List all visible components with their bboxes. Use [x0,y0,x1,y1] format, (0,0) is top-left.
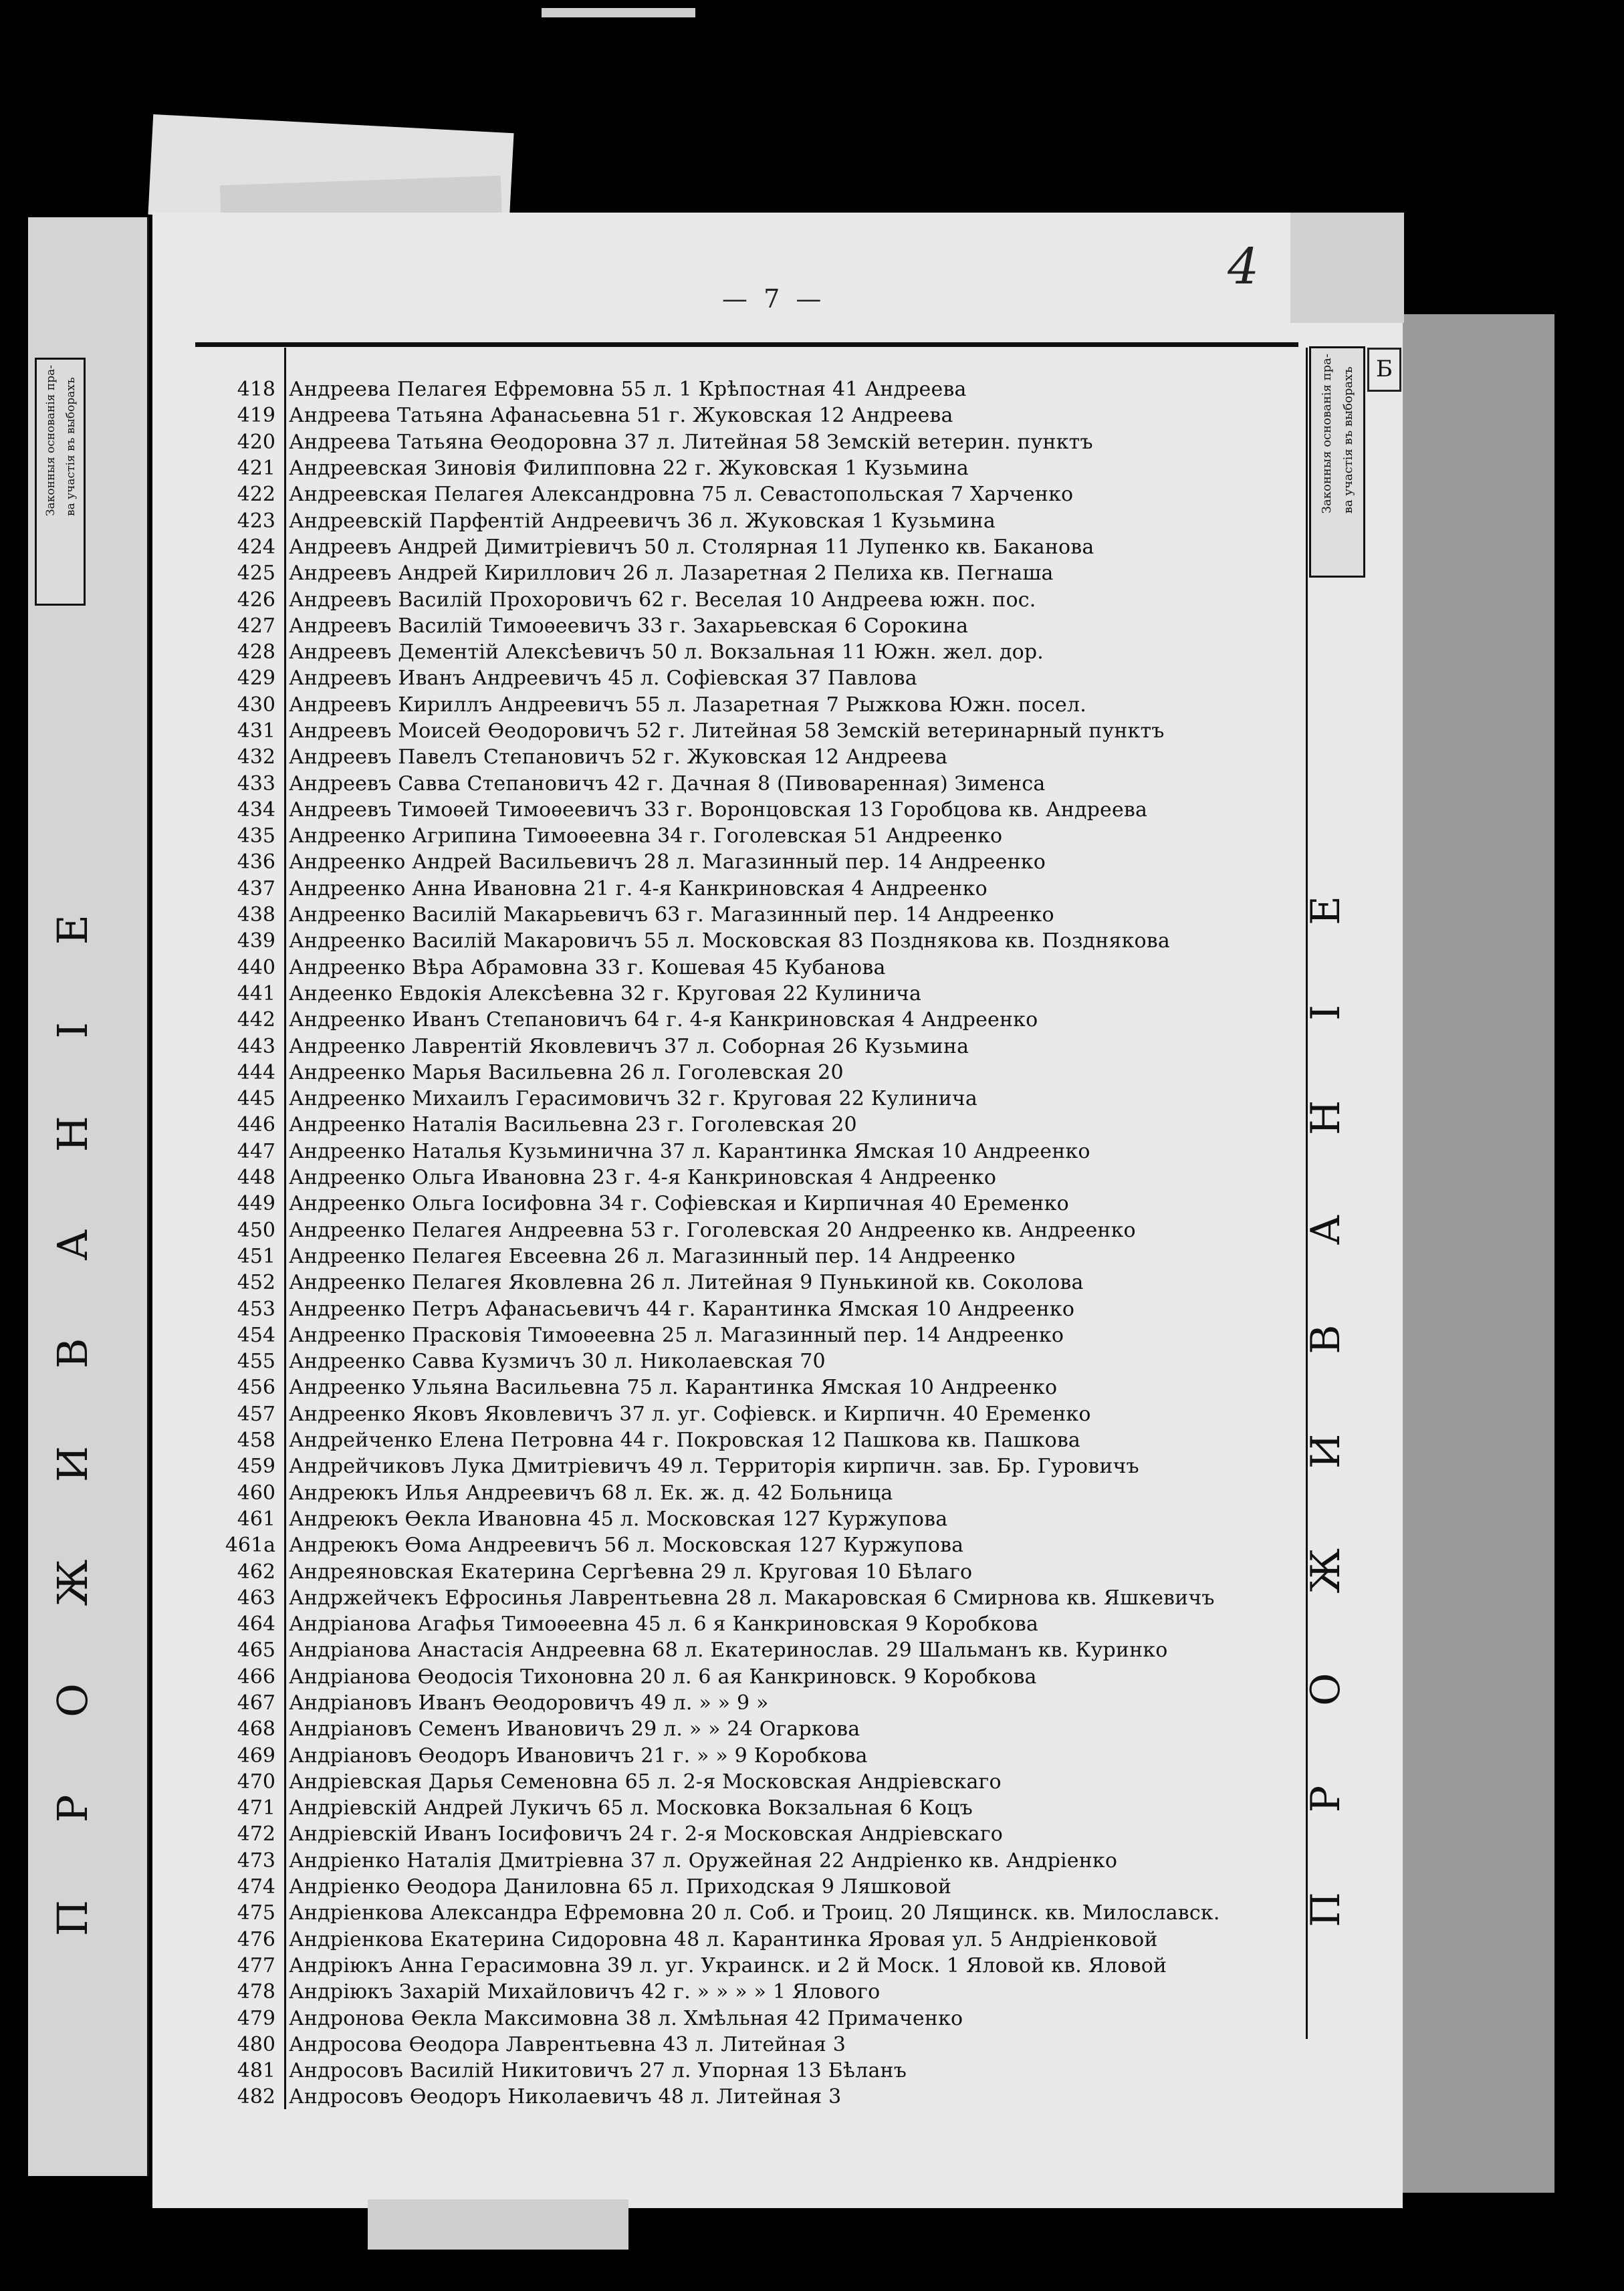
list-item [201,429,1304,455]
entry-text: Андреенко Ольга Іосифовна 34 г. Софіевская и Кирпичная 40 Еременко [289,1192,1069,1216]
entry-text: Андріевская Дарья Семеновна 65 л. 2-я Московская Андріевскаго [289,1770,1002,1794]
list-item [201,902,1304,928]
entry-text: Андреенко Агрипина Тимоѳеевна 34 г. Гоголевская 51 Андреенко [289,824,1003,848]
entry-number: 479 [237,2006,275,2030]
folded-corner [1290,213,1404,323]
entry-text: Андреевъ Кириллъ Андреевичъ 55 л. Лазаретная 7 Рыжкова Южн. посел. [289,693,1086,717]
entry-text: Андреенко Прасковія Тимоѳеевна 25 л. Магазинный пер. 14 Андреенко [289,1323,1064,1347]
list-item [201,1086,1304,1112]
entry-text: Андреевъ Дементій Алексѣевичъ 50 л. Вокзальная 11 Южн. жел. дор. [289,640,1044,665]
entry-number: 482 [237,2085,275,2109]
entry-number: 437 [237,876,275,900]
left-side-caption-box [35,358,86,606]
list-item [201,1637,1304,1663]
list-item [201,849,1304,875]
list-item [201,586,1304,612]
entry-number: 420 [237,430,275,454]
list-item [201,613,1304,639]
entry-number: 451 [237,1244,275,1268]
entry-text: Андреенко Савва Кузмичъ 30 л. Николаевская 70 [289,1350,826,1374]
entry-text: Андріенко Ѳеодора Даниловна 65 л. Приходская 9 Ляшковой [289,1875,952,1899]
entry-number: 459 [237,1455,275,1479]
list-item [201,1848,1304,1874]
list-item [201,876,1304,902]
list-item [201,797,1304,823]
entry-text: Андреенко Пелагея Яковлевна 26 л. Литейная 9 Пунькиной кв. Соколова [289,1271,1084,1295]
entry-number: 467 [237,1691,275,1715]
entry-number: 424 [237,535,275,559]
list-item [201,507,1304,533]
right-caption-line-1: Законныя основанія пра- [1320,354,1334,514]
entry-number: 419 [237,404,275,428]
list-item [201,1532,1304,1558]
entry-text: Андріенкова Александра Ефремовна 20 л. Соб. и Троиц. 20 Лящинск. кв. Милославск. [289,1901,1220,1925]
entry-text: Андреевская Пелагея Александровна 75 л. Севастопольская 7 Харченко [289,483,1074,507]
entry-text: Андреенко Наталія Васильевна 23 г. Гоголевская 20 [289,1113,857,1137]
list-item [201,981,1304,1007]
entry-number: 454 [237,1323,275,1347]
entry-number: 470 [237,1770,275,1794]
entry-number: 481 [237,2059,275,2083]
entry-number: 475 [237,1901,275,1925]
list-item [201,692,1304,718]
entry-text: Андреяновская Екатерина Сергѣевна 29 л. Круговая 10 Бѣлаго [289,1560,973,1584]
entry-number: 456 [237,1376,275,1400]
list-item [201,744,1304,770]
entry-number: 438 [237,903,275,927]
list-item [201,1506,1304,1532]
entry-text: Андреенко Пелагея Евсеевна 26 л. Магазинный пер. 14 Андреенко [289,1244,1016,1268]
entry-number: 452 [237,1271,275,1295]
list-item [201,1874,1304,1900]
entry-number: 477 [237,1953,275,1977]
entry-text: Андреевъ Савва Степановичъ 42 г. Дачная 8 (Пивоваренная) Зименса [289,771,1046,796]
entry-text: Андреевъ Моисей Ѳеодоровичъ 52 г. Литейная 58 Земскій ветеринарный пунктъ [289,719,1165,743]
entry-text: Андржейчекъ Ефросинья Лаврентьевна 28 л. Макаровская 6 Смирнова кв. Яшкевичъ [289,1586,1215,1610]
list-item [201,1690,1304,1716]
entry-text: Андреенко Василій Макарьевичъ 63 г. Магазинный пер. 14 Андреенко [289,903,1054,927]
entry-text: Андреенко Ульяна Васильевна 75 л. Карантинка Ямская 10 Андреенко [289,1376,1058,1400]
entry-text: Андреевъ Иванъ Андреевичъ 45 л. Софіевская 37 Павлова [289,667,917,691]
right-side-caption [1316,354,1359,513]
list-item [201,1611,1304,1637]
list-item [201,1243,1304,1270]
list-item [201,1138,1304,1165]
entry-text: Андреенко Ольга Ивановна 23 г. 4-я Канкриновская 4 Андреенко [289,1166,997,1190]
list-item [201,770,1304,796]
list-item [201,1479,1304,1505]
list-item [201,955,1304,981]
entry-number: 464 [237,1612,275,1637]
entry-number: 434 [237,798,275,822]
list-item [201,1900,1304,1926]
entry-number: 431 [237,719,275,743]
entry-number: 463 [237,1586,275,1610]
entry-text: Андросовъ Ѳеодоръ Николаевичъ 48 л. Литейная 3 [289,2085,842,2109]
entry-number: 436 [237,850,275,874]
list-item [201,1585,1304,1611]
entry-text: Андреенко Пелагея Андреевна 53 г. Гоголевская 20 Андреенко кв. Андреенко [289,1218,1136,1242]
entry-number: 425 [237,562,275,586]
list-item [201,455,1304,481]
list-item [201,1296,1304,1322]
list-item [201,718,1304,744]
entry-number: 455 [237,1350,275,1374]
entry-number: 428 [237,640,275,665]
list-item [201,376,1304,402]
list-item [201,1112,1304,1138]
entry-text: Андреева Татьяна Афанасьевна 51 г. Жуковская 12 Андреева [289,404,953,428]
entry-text: Андріанова Ѳеодосія Тихоновна 20 л. 6 ая Канкриновск. 9 Коробкова [289,1665,1037,1689]
entry-number: 460 [237,1481,275,1505]
entry-text: Андреенко Михаилъ Герасимовичъ 32 г. Круговая 22 Кулинича [289,1087,978,1111]
entry-number: 474 [237,1875,275,1899]
entry-text: Андреенко Яковъ Яковлевичъ 37 л. уг. Софіевск. и Кирпичн. 40 Еременко [289,1402,1091,1426]
entry-text: Андреева Пелагея Ефремовна 55 л. 1 Крѣпостная 41 Андреева [289,378,967,402]
header-rule [195,342,1298,347]
list-item [201,560,1304,586]
entry-text: Андреевъ Тимоѳей Тимоѳеевичъ 33 г. Воронцовская 13 Горобцова кв. Андреева [289,798,1148,822]
bottom-paper-scrap [368,2199,628,2250]
left-side-caption [41,365,81,516]
entry-text: Андріановъ Ѳеодоръ Ивановичъ 21 г. » » 9 Коробкова [289,1743,868,1768]
entry-text: Андріанова Анастасія Андреевна 68 л. Екатеринослав. 29 Шальманъ кв. Куринко [289,1639,1168,1663]
entry-text: Андреенко Вѣра Абрамовна 33 г. Кошевая 45 Кубанова [289,955,886,979]
entry-number: 473 [237,1848,275,1873]
list-item [201,1795,1304,1821]
list-item [201,1821,1304,1847]
entry-number: 439 [237,929,275,953]
entry-number: 468 [237,1717,275,1741]
entry-text: Андреенко Лаврентій Яковлевичъ 37 л. Соборная 26 Кузьмина [289,1034,969,1058]
entry-number: 466 [237,1665,275,1689]
entry-number: 453 [237,1297,275,1321]
entry-text: Андеенко Евдокія Алексѣевна 32 г. Круговая 22 Кулинича [289,981,922,1005]
entry-number: 435 [237,824,275,848]
entry-number: 458 [237,1429,275,1453]
entry-number: 447 [237,1139,275,1163]
list-item [201,1664,1304,1690]
entry-number: 471 [237,1796,275,1820]
entry-text: Андріановъ Иванъ Ѳеодоровичъ 49 л. » » 9 » [289,1691,769,1715]
entry-text: Андреюкъ Ѳекла Ивановна 45 л. Московская 127 Куржупова [289,1507,948,1531]
entry-number: 478 [237,1980,275,2004]
entry-text: Андріевскій Иванъ Іосифовичъ 24 г. 2-я Московская Андріевскаго [289,1822,1004,1846]
entry-number: 430 [237,693,275,717]
left-vertical-title: П Р О Ж И В А Н І Е [48,882,97,1937]
list-item [201,1558,1304,1584]
entry-text: Андросова Ѳеодора Лаврентьевна 43 л. Литейная 3 [289,2032,846,2056]
entry-text: Андріенкова Екатерина Сидоровна 48 л. Карантинка Яровая ул. 5 Андріенковой [289,1927,1158,1951]
list-item [201,823,1304,849]
entry-text: Андреева Татьяна Ѳеодоровна 37 л. Литейная 58 Земскій ветерин. пунктъ [289,430,1093,454]
list-item [201,1060,1304,1086]
entry-text: Андрейчиковъ Лука Дмитріевичъ 49 л. Территорія кирпичн. зав. Бр. Гуровичъ [289,1455,1139,1479]
entry-number: 441 [237,981,275,1005]
entry-text: Андреевъ Василій Прохоровичъ 62 г. Веселая 10 Андреева южн. пос. [289,588,1036,612]
entry-number: 449 [237,1192,275,1216]
list-item [201,928,1304,954]
entry-text: Андреенко Наталья Кузьминична 37 л. Карантинка Ямская 10 Андреенко [289,1139,1090,1163]
list-item [201,2084,1304,2110]
entry-text: Андріюкъ Захарій Михайловичъ 42 г. » » » » 1 Ялового [289,1980,881,2004]
entry-number: 469 [237,1743,275,1768]
entry-number: 444 [237,1060,275,1084]
entry-text: Андреевская Зиновія Филипповна 22 г. Жуковская 1 Кузьмина [289,457,969,481]
entry-text: Андріановъ Семенъ Ивановичъ 29 л. » » 24 Огаркова [289,1717,860,1741]
entry-text: Андреевъ Андрей Кириллович 26 л. Лазаретная 2 Пелиха кв. Пегнаша [289,562,1054,586]
list-item [201,1270,1304,1296]
list-item [201,1374,1304,1401]
list-item [201,1453,1304,1479]
right-vertical-title: П Р О Ж И В А Н І Е [1302,862,1349,1927]
entry-text: Андрейченко Елена Петровна 44 г. Покровская 12 Пашкова кв. Пашкова [289,1429,1081,1453]
list-item [201,1007,1304,1033]
list-item [201,2032,1304,2058]
entry-text: Андреенко Петръ Афанасьевичъ 44 г. Карантинка Ямская 10 Андреенко [289,1297,1075,1321]
page-number: — 7 — [722,284,826,314]
entry-number: 433 [237,771,275,796]
entry-text: Андреюкъ Илья Андреевичъ 68 л. Ек. ж. д. 42 Больница [289,1481,893,1505]
list-item [201,1322,1304,1348]
list-item [201,639,1304,665]
entry-text: Андріевскій Андрей Лукичъ 65 л. Московка Вокзальная 6 Коцъ [289,1796,973,1820]
list-item [201,402,1304,429]
entry-number: 450 [237,1218,275,1242]
handwritten-number: 4 [1228,238,1260,295]
entry-number: 442 [237,1008,275,1032]
entry-number: 448 [237,1166,275,1190]
entry-number: 480 [237,2032,275,2056]
list-item [201,534,1304,560]
resident-list [201,376,1304,2111]
entry-text: Андронова Ѳекла Максимовна 38 л. Хмѣльная 42 Примаченко [289,2006,963,2030]
list-item [201,2005,1304,2031]
entry-text: Андреенко Иванъ Степановичъ 64 г. 4-я Канкриновская 4 Андреенко [289,1008,1038,1032]
entry-text: Андреевскій Парфентій Андреевичъ 36 л. Жуковская 1 Кузьмина [289,509,996,533]
list-item [201,1769,1304,1795]
entry-number: 429 [237,667,275,691]
left-caption-line-1: Законныя основанія пра- [44,365,57,516]
entry-text: Андреенко Марья Васильевна 26 л. Гоголевская 20 [289,1060,844,1084]
list-item [201,1927,1304,1953]
entry-number: 476 [237,1927,275,1951]
entry-number: 418 [237,378,275,402]
list-item [201,1191,1304,1217]
list-item [201,665,1304,691]
entry-number: 422 [237,483,275,507]
entry-number: 472 [237,1822,275,1846]
entry-text: Андріенко Наталія Дмитріевна 37 л. Оружейная 22 Андріенко кв. Андріенко [289,1848,1118,1873]
entry-number: 461а [225,1534,275,1558]
entry-number: 462 [237,1560,275,1584]
list-item [201,1742,1304,1768]
list-item [201,1427,1304,1453]
entry-number: 421 [237,457,275,481]
top-edge-fragment [542,8,695,17]
entry-text: Андреенко Андрей Васильевичъ 28 л. Магазинный пер. 14 Андреенко [289,850,1046,874]
list-item [201,1716,1304,1742]
left-caption-line-2: ва участія въ выборахъ [64,377,78,516]
entry-text: Андреевъ Василій Тимоѳеевичъ 33 г. Захарьевская 6 Сорокина [289,614,969,638]
entry-text: Андреенко Василій Макаровичъ 55 л. Московская 83 Позднякова кв. Позднякова [289,929,1170,953]
tab-mark: Б [1367,348,1401,392]
entry-number: 443 [237,1034,275,1058]
list-item [201,1953,1304,1979]
entry-number: 432 [237,745,275,769]
list-item [201,1401,1304,1427]
entry-text: Андреюкъ Ѳома Андреевичъ 56 л. Московская 127 Куржупова [289,1534,964,1558]
entry-text: Андріанова Агафья Тимоѳеевна 45 л. 6 я Канкриновская 9 Коробкова [289,1612,1039,1637]
entry-text: Андреевъ Павелъ Степановичъ 52 г. Жуковская 12 Андреева [289,745,948,769]
entry-number: 457 [237,1402,275,1426]
list-item [201,1217,1304,1243]
entry-text: Андреевъ Андрей Димитріевичъ 50 л. Столярная 11 Лупенко кв. Баканова [289,535,1094,559]
entry-number: 440 [237,955,275,979]
entry-number: 465 [237,1639,275,1663]
list-item [201,481,1304,507]
entry-number: 427 [237,614,275,638]
entry-number: 423 [237,509,275,533]
right-caption-line-2: ва участія въ выборахъ [1341,366,1355,514]
entry-number: 445 [237,1087,275,1111]
entry-number: 446 [237,1113,275,1137]
list-item [201,1033,1304,1059]
entry-number: 426 [237,588,275,612]
right-side-caption-box [1309,346,1365,578]
list-item [201,2058,1304,2084]
list-item [201,1165,1304,1191]
list-item [201,1348,1304,1374]
entry-text: Андросовъ Василій Никитовичъ 27 л. Упорная 13 Бѣланъ [289,2059,907,2083]
entry-text: Андріюкъ Анна Герасимовна 39 л. уг. Украинск. и 2 й Моск. 1 Яловой кв. Яловой [289,1953,1167,1977]
list-item [201,1979,1304,2005]
entry-number: 461 [237,1507,275,1531]
entry-text: Андреенко Анна Ивановна 21 г. 4-я Канкриновская 4 Андреенко [289,876,988,900]
